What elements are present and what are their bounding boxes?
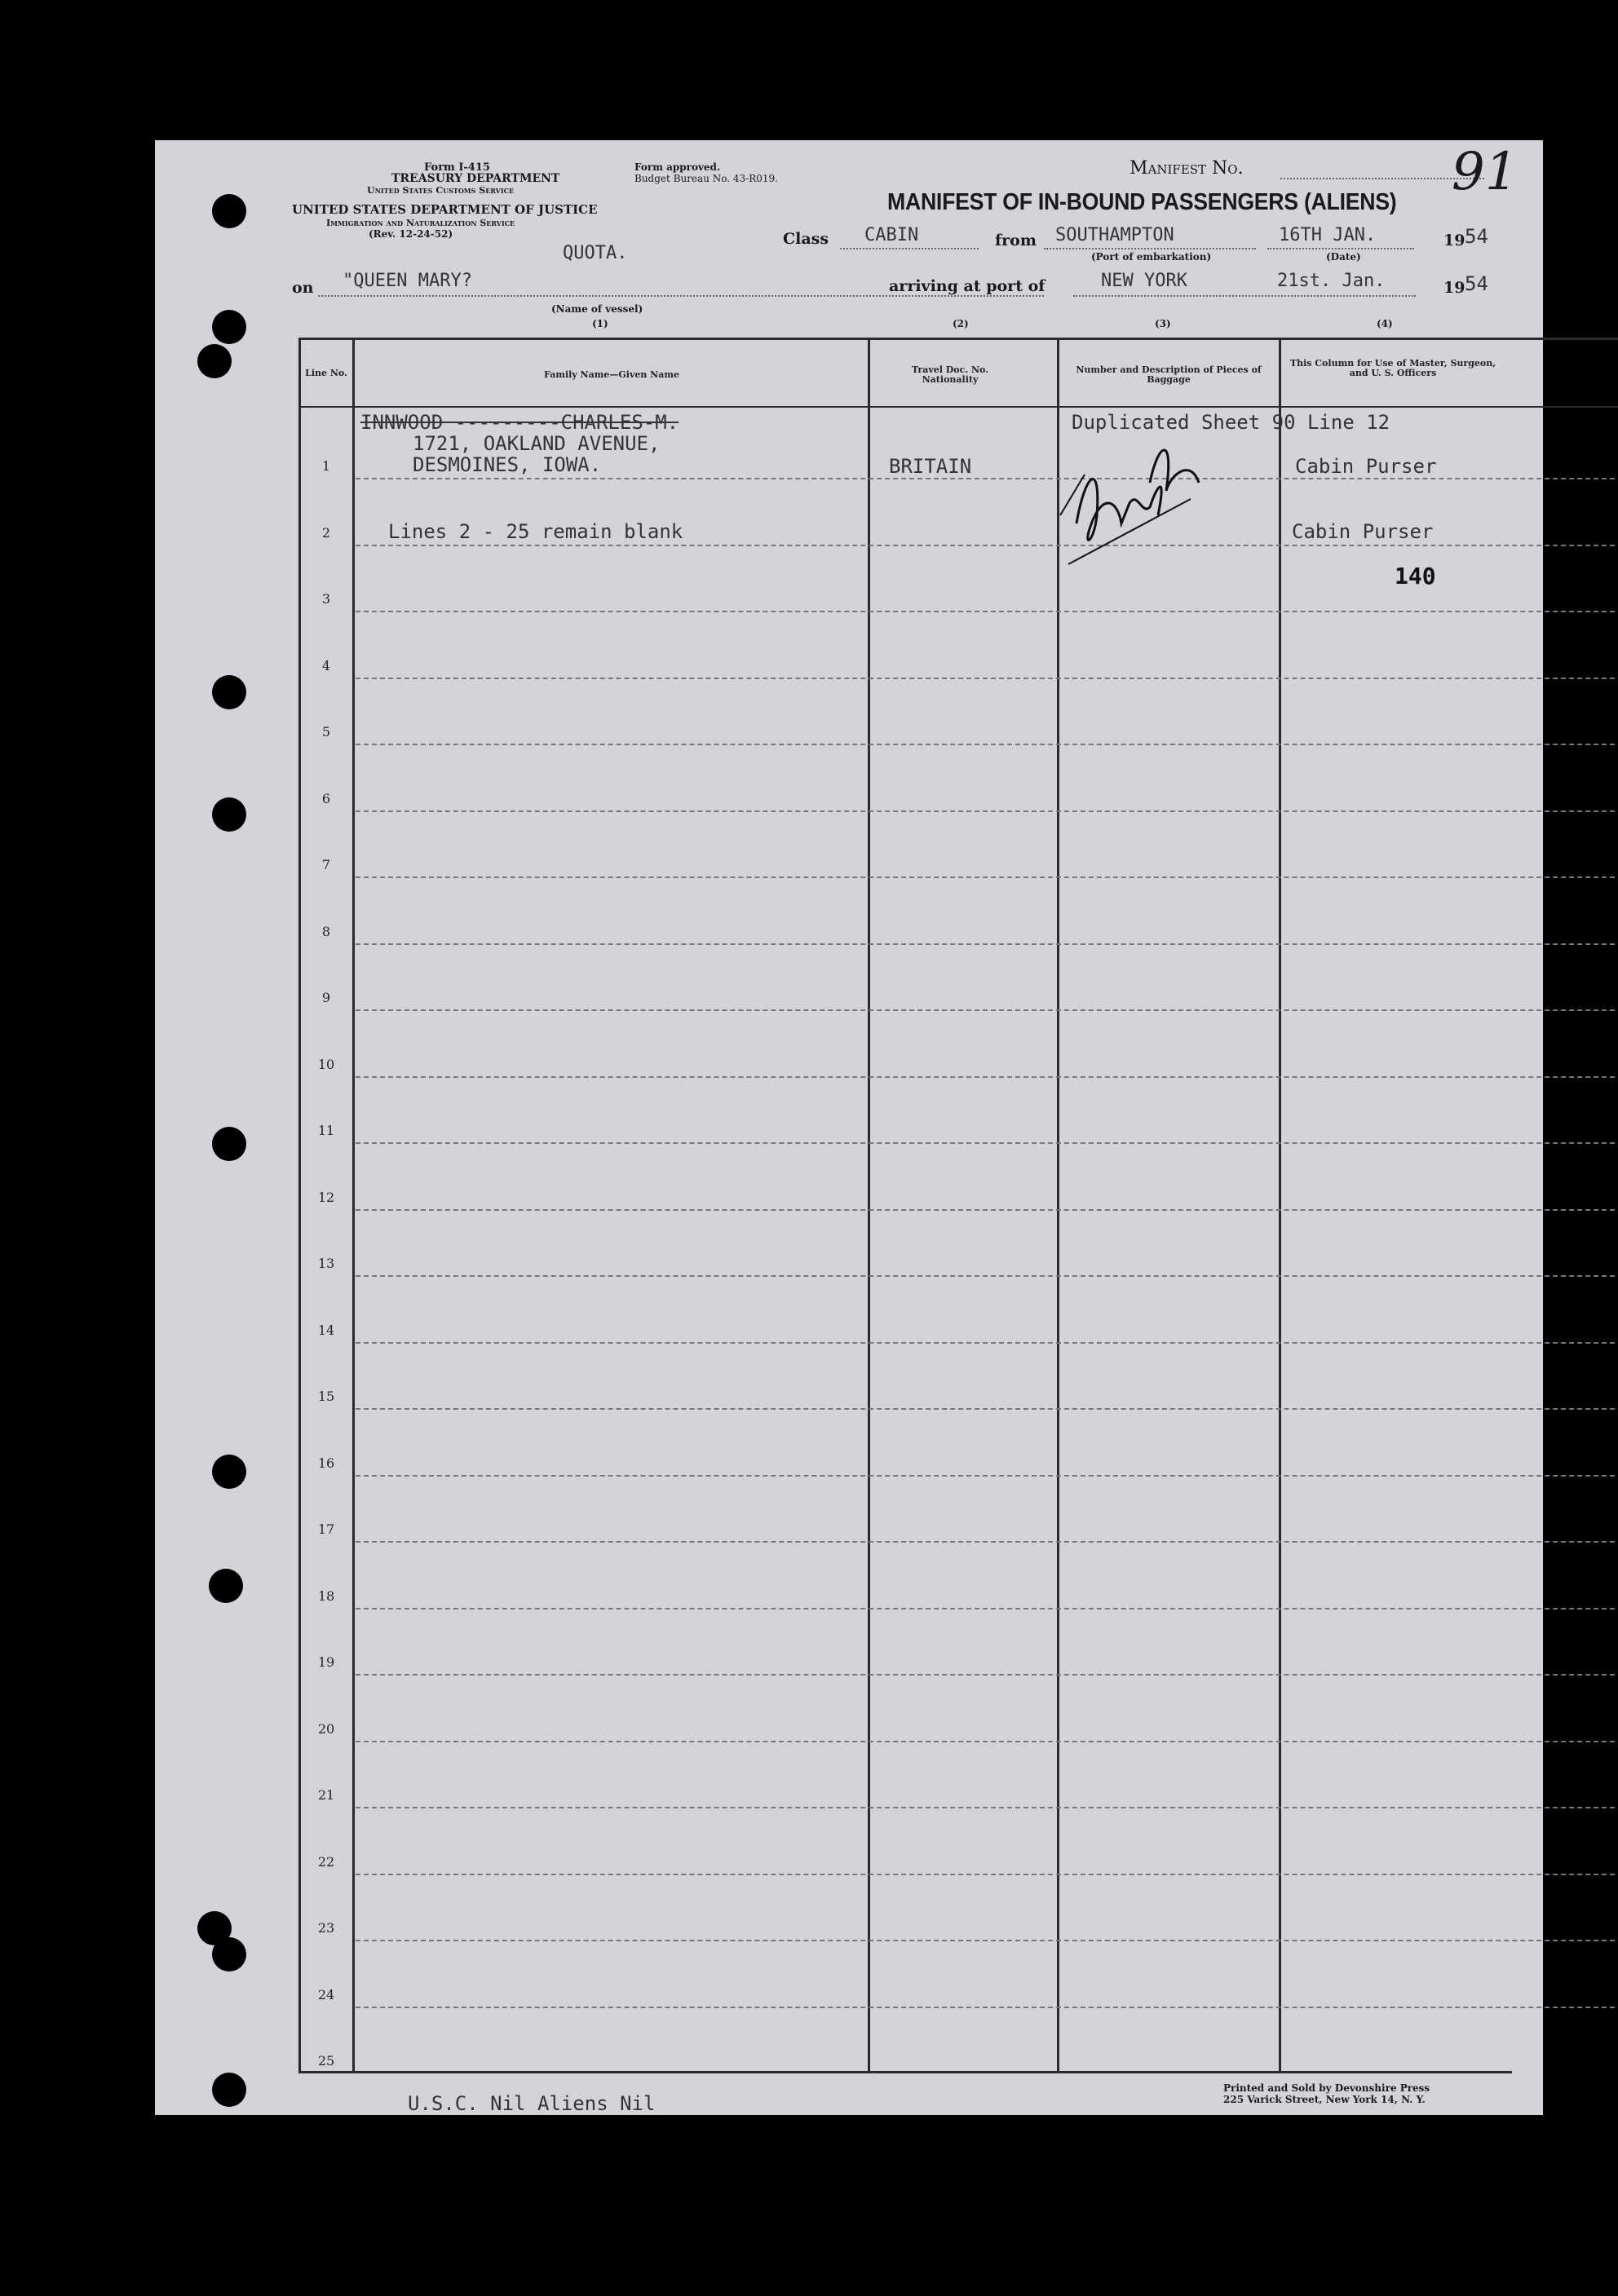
col-header-name: Family Name—Given Name [544,369,679,380]
line-number: 4 [321,657,331,673]
line-number: 23 [317,1920,335,1936]
punch-hole [212,797,246,832]
line-number: 19 [317,1654,335,1670]
line-number: 6 [321,790,331,806]
class-line [840,248,979,249]
line-number: 1 [321,458,331,474]
line-number: 5 [321,724,331,740]
line2-officer: Cabin Purser [1292,520,1434,543]
table-row [356,1541,1618,1543]
table-row [356,1475,1618,1477]
baggage-col-divider [1279,338,1281,2073]
punch-hole [209,1569,243,1603]
manifest-no-handwritten: 91 [1452,142,1519,202]
embark-year: 54 [1465,225,1488,248]
table-row [356,943,1618,945]
table-row [356,1342,1618,1344]
line1-name-struck: INNWOOD ---------CHARLES-M. [360,411,679,434]
from-label: from [995,232,1037,249]
budget-bureau: Budget Bureau No. 43-R019. [634,173,778,184]
punch-hole [212,2073,246,2107]
date-caption: (Date) [1326,251,1361,263]
table-row [356,1807,1618,1808]
arriving-label: arriving at port of [889,277,1046,295]
line-number: 24 [317,1986,335,2002]
col-num-4: (4) [1377,318,1393,329]
line-number: 25 [317,2053,335,2069]
table-top-border [298,338,1618,340]
line1-address-2: DESMOINES, IOWA. [413,453,602,476]
table-header-rule [298,406,1618,408]
line2-text: Lines 2 - 25 remain blank [388,520,683,543]
punch-hole [212,1127,246,1161]
line-number: 17 [317,1521,335,1537]
table-row [356,1142,1618,1144]
table-row [356,1009,1618,1011]
table-row [356,1209,1618,1211]
embark-date: 16TH JAN. [1279,225,1377,245]
table-row [356,678,1618,679]
ins-label: Immigration and Naturalization Service [326,218,515,228]
col-num-1: (1) [592,318,608,329]
arrival-year-prefix: 19 [1443,279,1465,297]
table-row [356,810,1618,812]
line1-baggage: Duplicated Sheet 90 Line 12 [1072,411,1390,434]
col-header-baggage: Number and Description of Pieces of Baggage [1076,364,1262,385]
table-row [356,1940,1618,1941]
form-approved: Form approved. [634,161,721,173]
table-row [356,1076,1618,1078]
line-no-divider [352,338,355,2073]
manifest-no-label: Manifest No. [1130,158,1244,179]
line-number: 18 [317,1587,335,1604]
table-row [356,478,1618,479]
table-row [356,1674,1618,1676]
punch-hole [212,194,246,228]
footer-printer-2: 225 Varick Street, New York 14, N. Y. [1223,2094,1426,2105]
line-number: 20 [317,1720,335,1737]
officer-signature [1052,426,1215,572]
on-label: on [292,279,314,297]
port-embarkation-line [1044,248,1256,249]
line-number: 8 [321,923,331,939]
line-number: 10 [317,1056,335,1072]
line-number: 22 [317,1853,335,1870]
col-num-2: (2) [953,318,969,329]
punch-hole [212,675,246,709]
line1-officer: Cabin Purser [1295,455,1437,478]
port-embarkation-caption: (Port of embarkation) [1091,251,1212,263]
form-number: Form I-415 [424,161,490,174]
travel-col-divider [1057,338,1059,2073]
class-value: CABIN [864,225,919,245]
embark-date-line [1267,248,1414,249]
punch-hole [212,1937,246,1971]
table-row [356,545,1618,546]
table-left-border [298,338,301,2073]
line-number: 2 [321,524,331,541]
arrival-port: NEW YORK [1101,271,1187,291]
vessel-name: "QUEEN MARY? [343,271,472,291]
arrival-date: 21st. Jan. [1277,271,1386,291]
line-number: 11 [317,1123,335,1138]
name-col-divider [868,338,870,2073]
punch-hole [197,344,232,378]
table-row [356,1408,1618,1410]
rev-label: (Rev. 12-24-52) [369,228,453,240]
col-num-3: (3) [1155,318,1171,329]
line-number: 7 [321,857,331,872]
col-header-travel-doc: Travel Doc. No. Nationality [912,364,988,385]
quota-value: QUOTA. [563,243,628,263]
col-header-line-no: Line No. [305,368,347,378]
line-number: 14 [317,1322,335,1338]
table-row [356,1874,1618,1875]
line-number: 16 [317,1455,335,1471]
table-row [356,876,1618,878]
treasury-label: TREASURY DEPARTMENT [391,172,560,185]
footer-usc: U.S.C. Nil Aliens Nil [408,2092,656,2115]
line-number: 15 [317,1389,335,1404]
embark-year-prefix: 19 [1443,232,1465,249]
punch-hole [212,1455,246,1489]
table-row [356,744,1618,745]
footer-printer-1: Printed and Sold by Devonshire Press [1223,2082,1430,2094]
line-number: 3 [321,591,331,607]
customs-label: United States Customs Service [367,185,515,196]
table-row [356,611,1618,612]
passenger-count: 140 [1395,563,1436,589]
line1-address-1: 1721, OAKLAND AVENUE, [413,432,661,455]
table-row [356,1608,1618,1609]
port-embarkation: SOUTHAMPTON [1055,225,1174,245]
table-row [356,1275,1618,1277]
line-number: 13 [317,1256,335,1271]
punch-hole [212,310,246,344]
class-label: Class [783,230,829,248]
table-bottom-border [298,2071,1512,2073]
manifest-page [155,140,1543,2115]
table-row [356,1741,1618,1742]
line-number: 9 [321,990,331,1005]
vessel-line [318,295,1044,297]
arrival-year: 54 [1465,272,1488,295]
vessel-caption: (Name of vessel) [551,303,643,315]
col-header-officers: This Column for Use of Master, Surgeon, and U. S. Officers [1289,358,1496,378]
page-title: MANIFEST OF IN-BOUND PASSENGERS (ALIENS) [887,189,1397,215]
arrival-port-line [1073,295,1416,297]
line-number: 21 [317,1787,335,1803]
line-number: 12 [317,1189,335,1205]
line1-nationality: BRITAIN [889,455,972,478]
justice-label: UNITED STATES DEPARTMENT OF JUSTICE [292,202,598,217]
table-row [356,2007,1618,2008]
